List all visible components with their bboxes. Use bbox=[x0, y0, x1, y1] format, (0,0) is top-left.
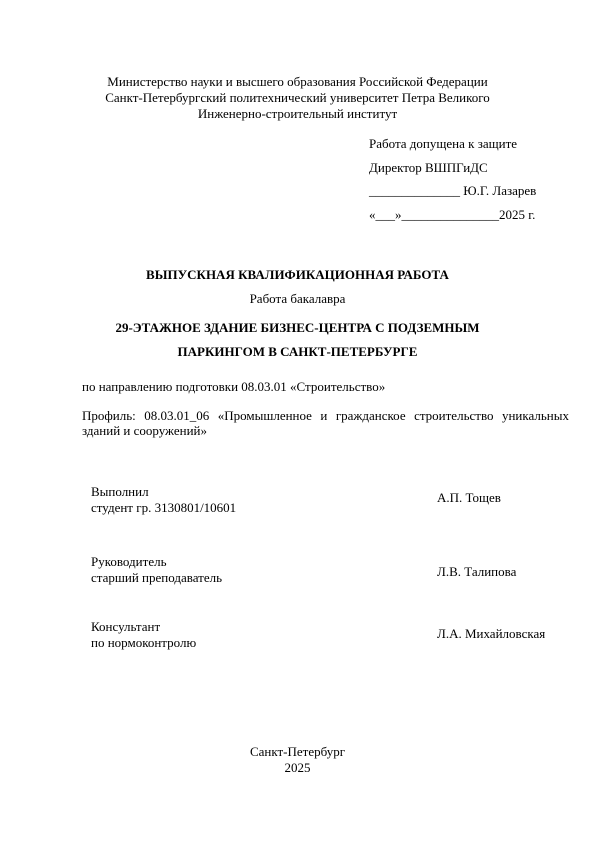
author-group: студент гр. 3130801/10601 bbox=[91, 500, 237, 515]
consultant-name: Л.А. Михайловская bbox=[437, 626, 546, 641]
work-degree: Работа бакалавра bbox=[249, 291, 346, 306]
approval-signature-line: ______________ Ю.Г. Лазарев bbox=[369, 183, 537, 198]
university-name: Санкт-Петербургский политехнический университет Петра Великого bbox=[105, 90, 490, 105]
supervisor-role: Руководитель bbox=[91, 554, 167, 569]
supervisor-name: Л.В. Талипова bbox=[437, 564, 517, 579]
work-title-line-2: ПАРКИНГОМ В САНКТ-ПЕТЕРБУРГЕ bbox=[177, 344, 418, 359]
approval-date-line: «___»_______________2025 г. bbox=[369, 207, 536, 222]
work-title-line-1: 29-ЭТАЖНОЕ ЗДАНИЕ БИЗНЕС-ЦЕНТРА С ПОДЗЕМНЫМ bbox=[115, 320, 480, 335]
consultant-role: Консультант bbox=[91, 619, 161, 634]
footer-city: Санкт-Петербург bbox=[249, 744, 346, 759]
footer-year: 2025 bbox=[284, 760, 311, 775]
work-type: ВЫПУСКНАЯ КВАЛИФИКАЦИОННАЯ РАБОТА bbox=[146, 267, 449, 282]
author-role: Выполнил bbox=[91, 484, 149, 499]
author-name: А.П. Тощев bbox=[437, 490, 501, 505]
approval-admitted: Работа допущена к защите bbox=[369, 136, 518, 151]
ministry-name: Министерство науки и высшего образования Российской Федерации bbox=[107, 74, 488, 89]
study-profile: Профиль: 08.03.01_06 «Промышленное и гражданское строительство уникальных зданий и сооружений» bbox=[82, 408, 569, 438]
institute-name: Инженерно-строительный институт bbox=[197, 106, 398, 121]
approval-position: Директор ВШПГиДС bbox=[369, 160, 488, 175]
supervisor-position: старший преподаватель bbox=[91, 570, 223, 585]
study-direction: по направлению подготовки 08.03.01 «Строительство» bbox=[82, 379, 386, 394]
consultant-area: по нормоконтролю bbox=[91, 635, 197, 650]
